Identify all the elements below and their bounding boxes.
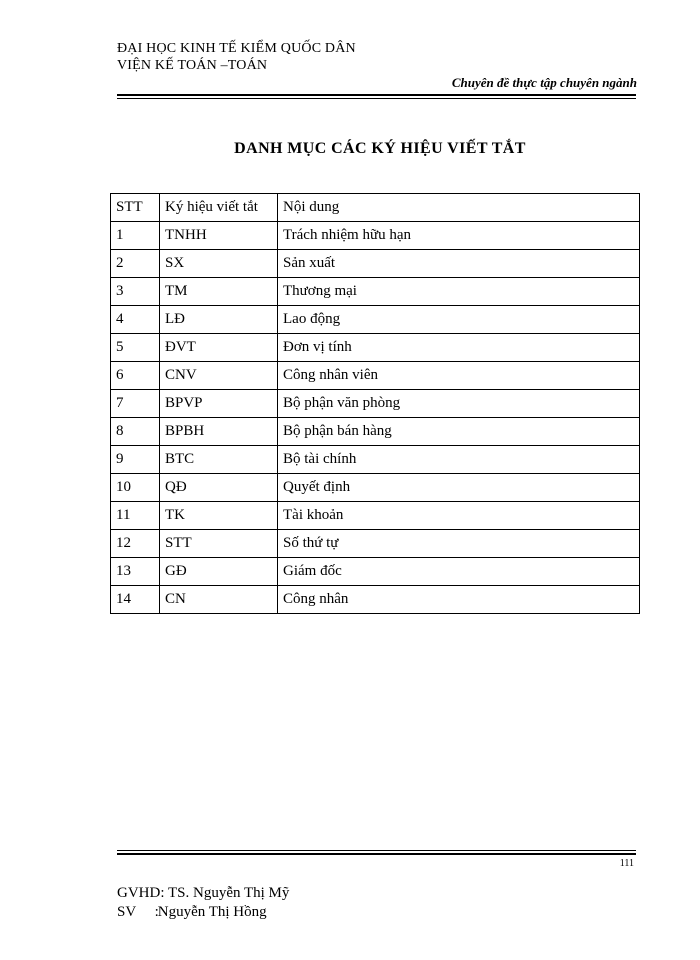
cell-content: Tài khoản <box>278 502 640 530</box>
cell-content: Công nhân <box>278 586 640 614</box>
cell-content: Bộ phận bán hàng <box>278 418 640 446</box>
supervisor-label: GVHD: <box>117 885 165 901</box>
header-rule-thick <box>117 94 636 96</box>
footer-rule-thin <box>117 850 636 851</box>
table-row <box>111 390 640 418</box>
cell-abbreviation: SX <box>160 250 278 278</box>
cell-stt: 6 <box>111 362 160 390</box>
cell-stt: 12 <box>111 530 160 558</box>
cell-content: Bộ tài chính <box>278 446 640 474</box>
table-row <box>111 586 640 614</box>
table-row <box>111 446 640 474</box>
cell-abbreviation: TK <box>160 502 278 530</box>
cell-content: Sản xuất <box>278 250 640 278</box>
cell-stt: 8 <box>111 418 160 446</box>
cell-abbreviation: TM <box>160 278 278 306</box>
cell-stt: 9 <box>111 446 160 474</box>
institute-name: VIỆN KẾ TOÁN –TOÁN <box>117 58 268 73</box>
cell-stt: 10 <box>111 474 160 502</box>
cell-stt: 7 <box>111 390 160 418</box>
cell-stt: 4 <box>111 306 160 334</box>
header-rule-thin <box>117 98 636 99</box>
cell-content: Công nhân viên <box>278 362 640 390</box>
cell-abbreviation: TNHH <box>160 222 278 250</box>
cell-content: Quyết định <box>278 474 640 502</box>
page-number: 111 <box>619 858 634 869</box>
cell-stt: 5 <box>111 334 160 362</box>
table-header-row <box>111 194 640 222</box>
supervisor-line <box>117 884 289 903</box>
cell-stt: 3 <box>111 278 160 306</box>
cell-content: Lao động <box>278 306 640 334</box>
student-line <box>117 903 267 922</box>
table-row <box>111 222 640 250</box>
column-header-content: Nội dung <box>278 194 640 222</box>
table-row <box>111 418 640 446</box>
report-type: Chuyên đề thực tập chuyên ngành <box>451 75 637 90</box>
student-name: Nguyễn Thị Hồng <box>157 904 267 920</box>
cell-abbreviation: BPVP <box>160 390 278 418</box>
cell-abbreviation: LĐ <box>160 306 278 334</box>
cell-abbreviation: QĐ <box>160 474 278 502</box>
cell-abbreviation: STT <box>160 530 278 558</box>
supervisor-name: TS. Nguyễn Thị Mỹ <box>167 885 290 901</box>
cell-abbreviation: BTC <box>160 446 278 474</box>
abbreviation-table <box>110 193 640 614</box>
cell-content: Giám đốc <box>278 558 640 586</box>
table-row <box>111 558 640 586</box>
table-row <box>111 334 640 362</box>
table-row <box>111 278 640 306</box>
cell-content: Bộ phận văn phòng <box>278 390 640 418</box>
cell-abbreviation: GĐ <box>160 558 278 586</box>
column-header-stt: STT <box>111 194 160 222</box>
table-row <box>111 306 640 334</box>
cell-abbreviation: BPBH <box>160 418 278 446</box>
cell-stt: 1 <box>111 222 160 250</box>
cell-stt: 2 <box>111 250 160 278</box>
cell-abbreviation: CN <box>160 586 278 614</box>
university-name: ĐẠI HỌC KINH TẾ KIỂM QUỐC DÂN <box>117 41 356 56</box>
cell-abbreviation: ĐVT <box>160 334 278 362</box>
cell-abbreviation: CNV <box>160 362 278 390</box>
cell-stt: 11 <box>111 502 160 530</box>
cell-content: Thương mại <box>278 278 640 306</box>
table-row <box>111 474 640 502</box>
footer-rule-thick <box>117 853 636 855</box>
cell-content: Trách nhiệm hữu hạn <box>278 222 640 250</box>
cell-content: Đơn vị tính <box>278 334 640 362</box>
cell-stt: 14 <box>111 586 160 614</box>
table-row <box>111 362 640 390</box>
page-title: DANH MỤC CÁC KÝ HIỆU VIẾT TẮT <box>234 140 526 157</box>
column-header-abbreviation: Ký hiệu viết tắt <box>160 194 278 222</box>
table-row <box>111 530 640 558</box>
cell-stt: 13 <box>111 558 160 586</box>
student-label: SV : <box>117 904 159 920</box>
cell-content: Số thứ tự <box>278 530 640 558</box>
table-row <box>111 250 640 278</box>
table-row <box>111 502 640 530</box>
